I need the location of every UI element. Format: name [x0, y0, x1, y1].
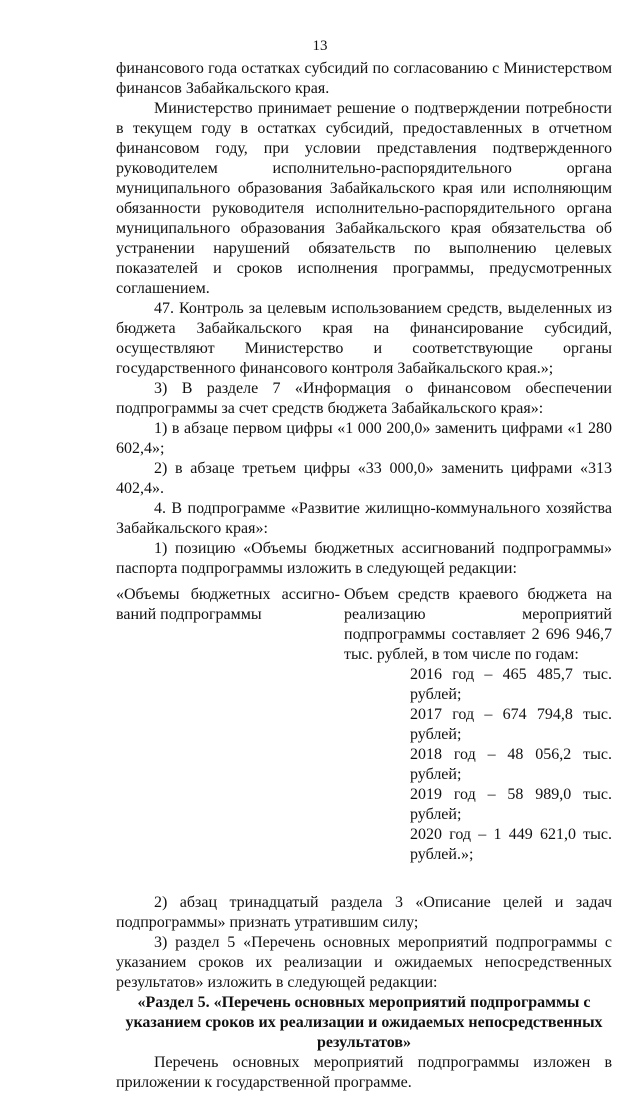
paragraph-item-47: 47. Контроль за целевым использованием средств, выделенных из бюджета Забайкальского края на финансирование субсидий, осуществляют Министерство и соответствующие органы государственного финансового контроля Забайкальского края.»;	[116, 300, 612, 377]
paragraph-abzac-13: 2) абзац тринадцатый раздела 3 «Описание целей и задач подпрограммы» признать утратившим силу;	[116, 894, 612, 931]
paragraph-position-1: 1) позицию «Объемы бюджетных ассигнований подпрограммы» паспорта подпрограммы изложить в следующей редакции:	[116, 540, 612, 577]
paragraph-continuation: финансового года остатках субсидий по согласованию с Министерством финансов Забайкальского края.	[116, 60, 612, 97]
paragraph-section-5: 3) раздел 5 «Перечень основных мероприятий подпрограммы с указанием сроков их реализации и ожидаемых непосредственных результатов» изложить в следующей редакции:	[116, 934, 612, 991]
funding-year-item: 2016 год – 465 485,7 тыс. рублей;	[410, 666, 612, 703]
passport-table-value	[344, 585, 612, 865]
paragraph-final: Перечень основных мероприятий подпрограммы изложен в приложении к государственной программе.	[116, 1054, 612, 1091]
passport-table-label: «Объемы бюджетных ассигнований подпрограммы	[116, 586, 340, 623]
document-body	[116, 59, 612, 1093]
spacer	[116, 865, 612, 893]
paragraph-subitem-2: 2) в абзаце третьем цифры «33 000,0» заменить цифрами «313 402,4».	[116, 460, 612, 497]
paragraph-subitem-1: 1) в абзаце первом цифры «1 000 200,0» заменить цифрами «1 280 602,4»;	[116, 420, 612, 457]
paragraph-ministry-decision: Министерство принимает решение о подтверждении потребности в текущем году в остатках субсидий, предоставленных в отчетном финансовом году, при условии представления подтвержденного руководителем исполнительно-распорядительного органа муниципального образования Забайкальского края или исполняющим обязанности руководителя исполнительно-распорядительного органа муниципального образования Забайкальского края обязательства об устранении нарушений обязательств по выполнению целевых показателей и сроков исполнения программы, предусмотренных соглашением.	[116, 100, 612, 297]
funding-year-item: 2017 год – 674 794,8 тыс. рублей;	[410, 706, 612, 743]
funding-year-item: 2019 год – 58 989,0 тыс. рублей;	[410, 786, 612, 823]
section-heading: «Раздел 5. «Перечень основных мероприятий подпрограммы с указанием сроков их реализации и ожидаемых непосредственных результатов»	[125, 994, 603, 1051]
paragraph-section-7: 3) В разделе 7 «Информация о финансовом обеспечении подпрограммы за счет средств бюджета Забайкальского края»:	[116, 380, 612, 417]
passport-table-value-text: Объем средств краевого бюджета на реализацию мероприятий подпрограммы составляет 2 696 946,7 тыс. рублей, в том числе по годам:	[344, 586, 612, 663]
page-number: 13	[312, 38, 328, 54]
passport-table	[116, 585, 612, 865]
funding-year-item: 2020 год – 1 449 621,0 тыс. рублей.»;	[410, 826, 612, 863]
paragraph-item-4: 4. В подпрограмме «Развитие жилищно-коммунального хозяйства Забайкальского края»:	[116, 500, 612, 537]
funding-year-item: 2018 год – 48 056,2 тыс. рублей;	[410, 746, 612, 783]
funding-by-year-list	[344, 665, 612, 865]
